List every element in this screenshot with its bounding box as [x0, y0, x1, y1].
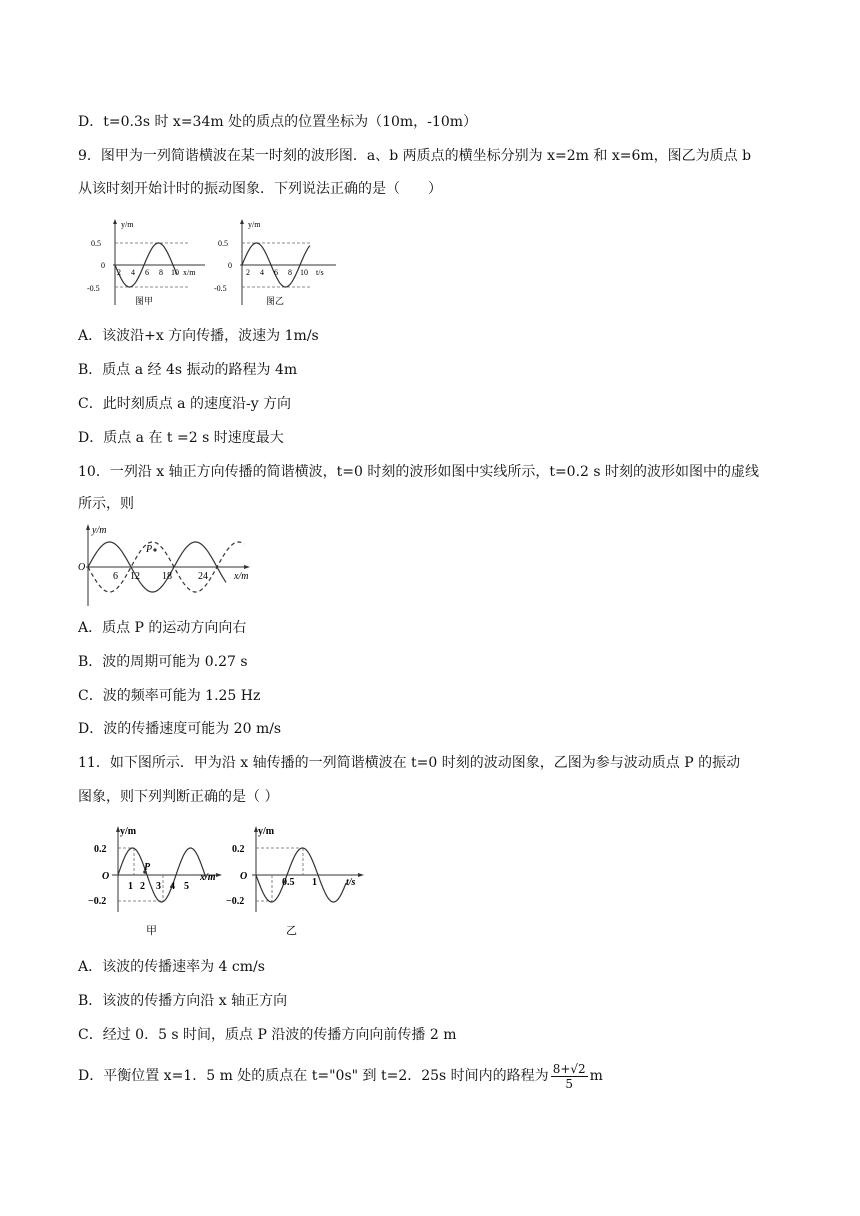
q9a-tick: 2 [117, 268, 121, 277]
q11-option-c: C．经过 0．5 s 时间，质点 P 沿波的传播方向向前传播 2 m [78, 1027, 457, 1043]
q11a-point-label: P [144, 862, 151, 873]
q9a-caption: 图甲 [135, 296, 154, 306]
q9a-ylabel: y/m [121, 220, 134, 229]
q8-option-d: D．t=0.3s 时 x=34m 处的质点的位置坐标为（10m，-10m） [78, 114, 478, 130]
q11-option-d-text: D．平衡位置 x=1．5 m 处的质点在 t="0s" 到 t=2．25s 时间内的路程为 [78, 1068, 549, 1084]
q11b-origin: O [240, 871, 248, 882]
q11a-origin: O [102, 871, 110, 882]
q9a-xlabel: x/m [183, 268, 196, 277]
fraction-denominator: 5 [565, 1076, 573, 1091]
q11a-caption: 甲 [146, 925, 157, 937]
q11b-tick: 1 [312, 877, 317, 888]
q9b-tick: 4 [260, 268, 264, 277]
q10-point-label: P [146, 544, 153, 555]
fraction-numerator: 8+√2 [552, 1061, 586, 1076]
q10-option-d: D．波的传播速度可能为 20 m/s [78, 721, 282, 737]
q11b-xlabel: t/s [346, 877, 356, 888]
q10-stem-line2: 所示，则 [78, 496, 134, 512]
q9-option-a: A．该波沿+x 方向传播，波速为 1m/s [78, 328, 319, 344]
q9a-yzero: 0 [101, 261, 105, 270]
q10-option-b: B．波的周期可能为 0.27 s [78, 654, 248, 670]
q9b-tick: 6 [274, 268, 278, 277]
q9b-ylabel: y/m [248, 220, 261, 229]
q11a-tick: 1 [128, 881, 133, 892]
q9b-xlabel: t/s [316, 268, 324, 277]
q9-stem-line1: 9．图甲为一列简谐横波在某一时刻的波形图．a、b 两质点的横坐标分别为 x=2m 和 x=6m，图乙为质点 b [78, 148, 752, 164]
q11-option-b: B．该波的传播方向沿 x 轴正方向 [78, 993, 288, 1009]
q9-option-d: D．质点 a 在 t =2 s 时速度最大 [78, 430, 284, 446]
q11-option-d-fraction [551, 1062, 588, 1091]
q11a-tick: 3 [156, 881, 161, 892]
q9b-tick: 8 [288, 268, 292, 277]
q11a-tick: 5 [184, 881, 189, 892]
q11b-caption: 乙 [286, 925, 297, 937]
q11a-xlabel: x/m [200, 872, 216, 883]
q9b-caption: 图乙 [266, 296, 285, 306]
q9a-tick: 8 [159, 268, 163, 277]
q11b-yneg: −0.2 [226, 896, 245, 907]
q10-tick: 12 [130, 571, 140, 582]
q11a-tick: 4 [170, 881, 175, 892]
q11a-tick: 2 [140, 881, 145, 892]
q11a-yneg: −0.2 [88, 896, 107, 907]
q10-origin: O [78, 562, 86, 573]
q11-option-d-unit: m [589, 1068, 603, 1084]
q10-tick: 6 [113, 571, 118, 582]
q10-tick: 24 [198, 571, 208, 582]
q9b-yneg: -0.5 [214, 284, 227, 293]
q9-option-b: B．质点 a 经 4s 振动的路程为 4m [78, 362, 298, 378]
q9-figure-a [85, 215, 215, 310]
q11-stem-line2: 图象，则下列判断正确的是（ ） [78, 789, 279, 805]
q11b-tick: 0.5 [282, 877, 295, 888]
q9a-tick: 6 [145, 268, 149, 277]
q10-option-a: A．质点 P 的运动方向向右 [78, 620, 247, 636]
q11a-ypos: 0.2 [94, 844, 107, 855]
q9a-tick: 4 [131, 268, 135, 277]
q9-figure-b [212, 215, 342, 310]
q10-xlabel: x/m [234, 571, 249, 582]
q9b-yzero: 0 [228, 261, 232, 270]
q10-tick: 18 [162, 571, 172, 582]
q11b-ylabel: y/m [258, 826, 275, 837]
q11-figure-a [88, 822, 228, 944]
q10-option-c: C．波的频率可能为 1.25 Hz [78, 688, 261, 704]
q11-option-a: A．该波的传播速率为 4 cm/s [78, 959, 265, 975]
q9-option-c: C．此时刻质点 a 的速度沿-y 方向 [78, 396, 292, 412]
q9a-ypos: 0.5 [91, 239, 101, 248]
q10-ylabel: y/m [92, 525, 107, 536]
q11-figure-b [228, 822, 368, 944]
q11b-ypos: 0.2 [232, 844, 245, 855]
q9a-yneg: -0.5 [87, 284, 100, 293]
q11-option-d [78, 1058, 603, 1094]
q9-stem-line2: 从该时刻开始计时的振动图象．下列说法正确的是（ ） [78, 181, 442, 197]
q10-figure [78, 522, 258, 610]
q9b-ypos: 0.5 [218, 239, 228, 248]
q9b-tick: 10 [300, 268, 308, 277]
q9b-tick: 2 [246, 268, 250, 277]
q11a-ylabel: y/m [120, 826, 137, 837]
q11-stem-line1: 11．如下图所示．甲为沿 x 轴传播的一列简谐横波在 t=0 时刻的波动图象，乙图为参与波动质点 P 的振动 [78, 755, 741, 771]
q10-stem-line1: 10．一列沿 x 轴正方向传播的简谐横波，t=0 时刻的波形如图中实线所示，t=0.2 s 时刻的波形如图中的虚线 [78, 464, 760, 480]
q9a-tick: 10 [171, 268, 179, 277]
